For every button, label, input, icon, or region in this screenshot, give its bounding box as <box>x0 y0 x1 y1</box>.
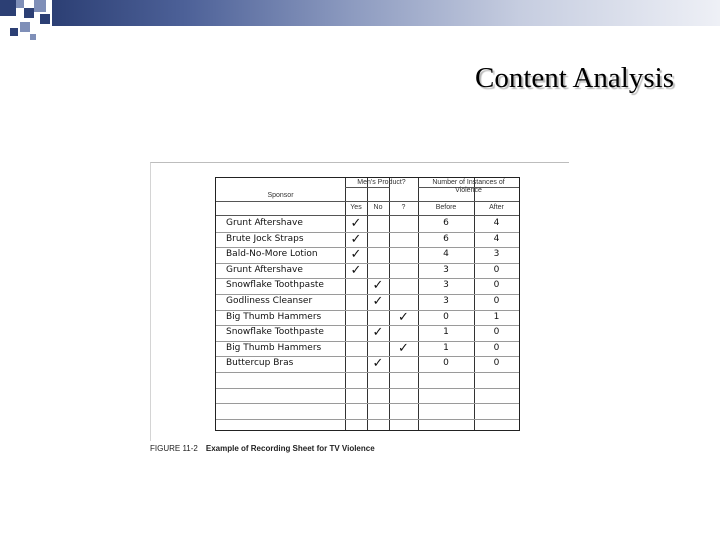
figure-caption-text: Example of Recording Sheet for TV Violence <box>205 444 375 453</box>
cell-no: ✓ <box>372 294 384 309</box>
cell-sponsor: Snowflake Toothpaste <box>226 280 324 291</box>
cell-before: 0 <box>443 358 449 369</box>
cell-no: ✓ <box>372 325 384 341</box>
figure-number: FIGURE 11-2 <box>150 444 198 453</box>
cell-yes: ✓ <box>350 262 362 278</box>
cell-sponsor: Big Thumb Hammers <box>226 311 322 322</box>
cell-before: 4 <box>443 249 449 260</box>
decor-square <box>20 22 30 32</box>
row-divider <box>216 403 519 404</box>
scanned-page <box>150 162 569 441</box>
cell-before: 3 <box>443 280 449 291</box>
cell-yes: ✓ <box>350 216 362 231</box>
cell-no: ✓ <box>372 356 384 372</box>
row-divider <box>216 247 519 248</box>
recording-sheet-table <box>215 177 520 431</box>
decor-square <box>40 14 50 24</box>
cell-after: 0 <box>493 280 500 291</box>
row-divider <box>216 341 519 342</box>
cell-after: 1 <box>493 311 500 322</box>
cell-unsure: ✓ <box>398 340 409 356</box>
cell-before: 1 <box>443 327 449 338</box>
cell-before: 3 <box>443 264 449 275</box>
cell-before: 6 <box>443 218 449 228</box>
header-mens-product: Men's Product? <box>357 179 406 186</box>
gradient-bar <box>52 0 720 26</box>
cell-sponsor: Big Thumb Hammers <box>226 342 322 353</box>
cell-sponsor: Brute Jock Straps <box>226 233 304 244</box>
header-divider <box>345 187 390 188</box>
row-divider <box>216 372 519 373</box>
row-divider <box>216 325 519 326</box>
header-unsure: ? <box>401 204 406 211</box>
cell-after: 3 <box>493 249 500 260</box>
cell-after: 0 <box>493 342 500 353</box>
header-before: Before <box>435 204 457 211</box>
cell-no: ✓ <box>372 278 384 294</box>
cell-after: 0 <box>493 327 500 338</box>
decor-square <box>16 0 24 8</box>
decor-square <box>24 8 34 18</box>
figure-caption <box>150 444 375 453</box>
cell-sponsor: Godliness Cleanser <box>226 296 313 306</box>
row-divider <box>216 263 519 264</box>
cell-before: 6 <box>443 233 449 244</box>
cell-sponsor: Snowflake Toothpaste <box>226 327 324 338</box>
row-divider <box>216 310 519 311</box>
header-sponsor: Sponsor <box>267 192 294 199</box>
cell-after: 0 <box>493 264 500 275</box>
row-divider <box>216 278 519 279</box>
cell-before: 1 <box>443 342 449 353</box>
decor-square <box>0 0 16 16</box>
decor-square <box>30 34 36 40</box>
row-divider <box>216 419 519 420</box>
cell-sponsor: Bald-No-More Lotion <box>226 249 318 260</box>
cell-sponsor: Grunt Aftershave <box>226 264 303 275</box>
cell-after: 4 <box>493 233 500 244</box>
cell-sponsor: Buttercup Bras <box>226 358 294 369</box>
header-violence: Number of Instances of Violence <box>432 179 505 194</box>
figure-recording-sheet <box>150 162 568 458</box>
decor-square <box>34 0 46 12</box>
row-divider <box>216 356 519 357</box>
slide-title: Content Analysis <box>475 62 674 94</box>
row-divider <box>216 232 519 233</box>
cell-unsure: ✓ <box>398 309 409 325</box>
row-divider <box>216 294 519 295</box>
cell-after: 4 <box>493 218 500 228</box>
cell-sponsor: Grunt Aftershave <box>226 218 303 228</box>
cell-yes: ✓ <box>350 247 362 263</box>
cell-after: 0 <box>493 358 500 369</box>
header-yes: Yes <box>350 204 362 211</box>
cell-before: 3 <box>443 296 449 306</box>
header-divider <box>216 201 519 202</box>
header-no: No <box>373 204 383 211</box>
title-bar-decoration <box>0 0 720 48</box>
decor-square <box>10 28 18 36</box>
header-after: After <box>489 204 504 211</box>
cell-after: 0 <box>493 296 500 306</box>
cell-yes: ✓ <box>350 231 362 247</box>
row-divider <box>216 388 519 389</box>
cell-before: 0 <box>443 311 449 322</box>
